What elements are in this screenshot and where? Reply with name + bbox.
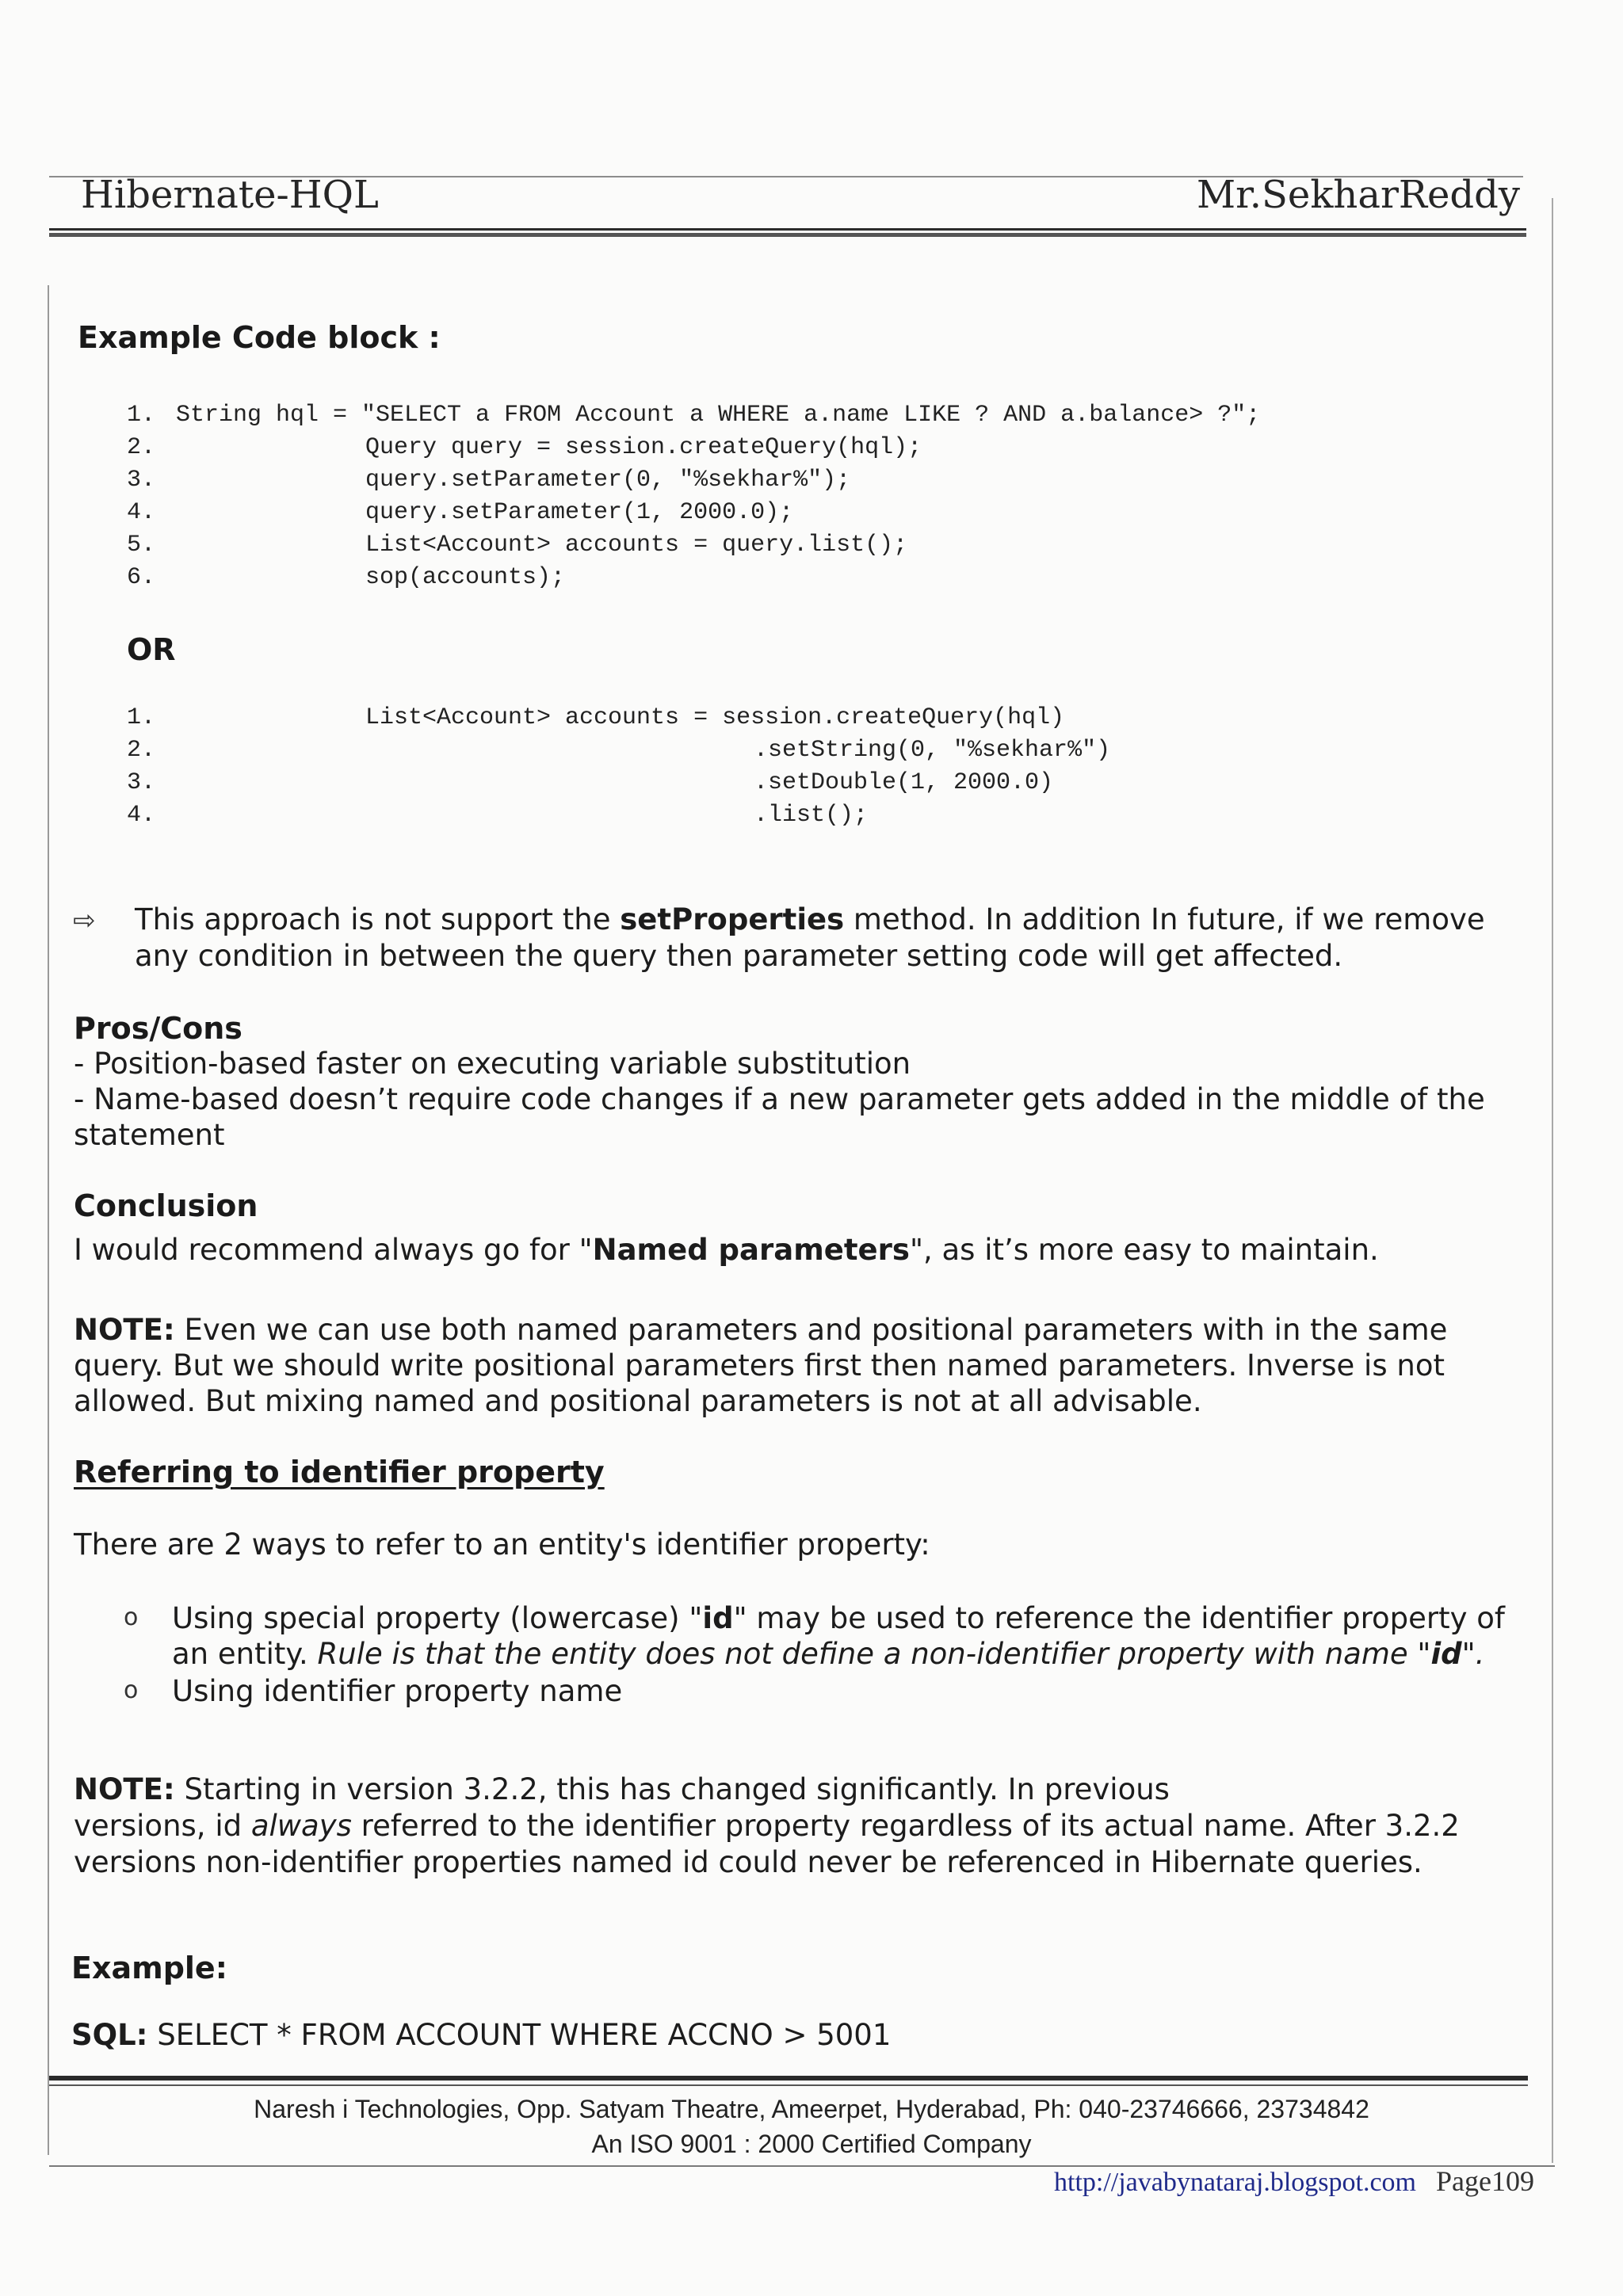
header-right-title: Mr.SekharReddy bbox=[1196, 173, 1520, 217]
sql-label: SQL: bbox=[71, 2018, 148, 2052]
blog-url-link[interactable]: http://javabynataraj.blogspot.com bbox=[1054, 2168, 1417, 2197]
pros-cons-line: - Name-based doesn’t require code changes if a new parameter gets added in the middle of the bbox=[74, 1082, 1485, 1116]
header-rule bbox=[49, 228, 1526, 231]
code-line-number: 3. bbox=[127, 467, 156, 494]
note2-line3: versions non-identifier properties named id could never be referenced in Hibernate queries. bbox=[74, 1845, 1423, 1879]
approach-note-line2: any condition in between the query then parameter setting code will get affected. bbox=[135, 939, 1343, 973]
code-line: .list(); bbox=[754, 802, 869, 829]
note2-line2: versions, id always referred to the identifier property regardless of its actual name. After 3.2.2 bbox=[74, 1809, 1460, 1843]
code-line-number: 2. bbox=[127, 737, 156, 764]
footer-certification: An ISO 9001 : 2000 Certified Company bbox=[591, 2130, 1032, 2158]
example-code-heading: Example Code block : bbox=[78, 320, 441, 355]
identifier-section-heading: Referring to identifier property bbox=[74, 1455, 605, 1489]
or-label: OR bbox=[127, 632, 176, 667]
header-left-title: Hibernate-HQL bbox=[81, 173, 379, 217]
conclusion-text: I would recommend always go for "Named parameters", as it’s more easy to maintain. bbox=[74, 1233, 1379, 1267]
set-properties-term: setProperties bbox=[620, 902, 845, 936]
note2-line1: NOTE: Starting in version 3.2.2, this has changed significantly. In previous bbox=[74, 1772, 1170, 1806]
page-number: Page109 bbox=[1436, 2165, 1534, 2197]
bullet-icon: o bbox=[124, 1676, 139, 1704]
bullet1-line2: an entity. Rule is that the entity does not define a non-identifier property with name "id". bbox=[172, 1637, 1485, 1671]
pros-cons-heading: Pros/Cons bbox=[74, 1011, 242, 1046]
bullet-icon: o bbox=[124, 1604, 139, 1631]
footer-bottom-line bbox=[49, 2165, 1555, 2167]
footer-address: Naresh i Technologies, Opp. Satyam Theatre, Ameerpet, Hyderabad, Ph: 040-23746666, 23734842 bbox=[254, 2095, 1369, 2123]
id-term: id bbox=[702, 1601, 734, 1635]
named-parameters-term: Named parameters bbox=[592, 1233, 910, 1267]
code-line-number: 6. bbox=[127, 564, 156, 591]
footer-rule-thick bbox=[49, 2076, 1528, 2081]
conclusion-heading: Conclusion bbox=[74, 1188, 258, 1223]
note-label: NOTE: bbox=[74, 1772, 175, 1806]
right-arrow-icon: ⇨ bbox=[73, 905, 96, 936]
header-rule-thick bbox=[49, 233, 1526, 237]
code-line-number: 4. bbox=[127, 802, 156, 829]
example-heading: Example: bbox=[71, 1951, 227, 1985]
code-line-number: 1. bbox=[127, 704, 156, 731]
pros-cons-line: statement bbox=[74, 1118, 225, 1152]
id-term: id bbox=[1430, 1637, 1462, 1671]
note1-line1: NOTE: Even we can use both named parameters and positional parameters with in the same bbox=[74, 1313, 1448, 1347]
code-line: query.setParameter(0, "%sekhar%"); bbox=[365, 467, 851, 494]
note1-line2: query. But we should write positional parameters first then named parameters. Inverse is not bbox=[74, 1348, 1445, 1383]
code-line: query.setParameter(1, 2000.0); bbox=[365, 499, 794, 526]
code-line-number: 3. bbox=[127, 769, 156, 796]
code-line: List<Account> accounts = query.list(); bbox=[365, 532, 908, 559]
code-line: List<Account> accounts = session.createQuery(hql) bbox=[365, 704, 1065, 731]
bullet1-line1: Using special property (lowercase) "id" may be used to reference the identifier property of bbox=[172, 1601, 1505, 1635]
code-line-number: 4. bbox=[127, 499, 156, 526]
page-frame-left bbox=[48, 285, 49, 2155]
note1-line3: allowed. But mixing named and positional parameters is not at all advisable. bbox=[74, 1384, 1202, 1418]
code-line: Query query = session.createQuery(hql); bbox=[365, 434, 922, 461]
pros-cons-line: - Position-based faster on executing variable substitution bbox=[74, 1047, 911, 1081]
note-label: NOTE: bbox=[74, 1313, 175, 1347]
code-line-number: 5. bbox=[127, 532, 156, 559]
sql-example: SQL: SELECT * FROM ACCOUNT WHERE ACCNO > 5001 bbox=[71, 2018, 892, 2052]
identifier-intro: There are 2 ways to refer to an entity's identifier property: bbox=[74, 1527, 930, 1562]
code-line: .setString(0, "%sekhar%") bbox=[754, 737, 1111, 764]
footer-rule bbox=[49, 2084, 1528, 2086]
bullet2-line: Using identifier property name bbox=[172, 1674, 623, 1708]
code-line-number: 1. bbox=[127, 402, 156, 429]
code-line: String hql = "SELECT a FROM Account a WHERE a.name LIKE ? AND a.balance> ?"; bbox=[176, 402, 1261, 429]
code-line: sop(accounts); bbox=[365, 564, 566, 591]
approach-note-line1: This approach is not support the setProperties method. In addition In future, if we remove bbox=[135, 902, 1485, 936]
code-line-number: 2. bbox=[127, 434, 156, 461]
code-line: .setDouble(1, 2000.0) bbox=[754, 769, 1054, 796]
page-frame-right bbox=[1552, 198, 1553, 2163]
